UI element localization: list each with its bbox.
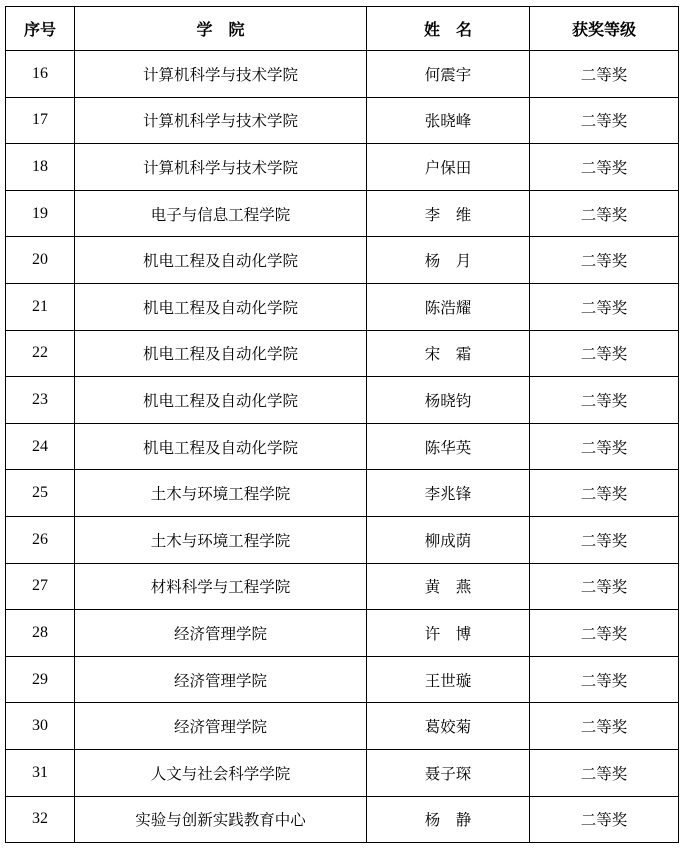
- cell-college: 计算机科学与技术学院: [75, 51, 367, 98]
- cell-name: 许 博: [367, 610, 530, 657]
- cell-college: 材料科学与工程学院: [75, 563, 367, 610]
- cell-name: 杨 月: [367, 237, 530, 284]
- cell-name: 李兆锋: [367, 470, 530, 517]
- table-row: [6, 470, 679, 517]
- cell-level: 二等奖: [530, 563, 679, 610]
- cell-name: 杨 静: [367, 796, 530, 843]
- cell-level: 二等奖: [530, 703, 679, 750]
- cell-college: 实验与创新实践教育中心: [75, 796, 367, 843]
- cell-index: 17: [6, 97, 75, 144]
- cell-index: 28: [6, 610, 75, 657]
- cell-index: 23: [6, 377, 75, 424]
- table-row: [6, 51, 679, 98]
- table-row: [6, 330, 679, 377]
- cell-name: 王世璇: [367, 656, 530, 703]
- cell-college: 人文与社会科学学院: [75, 749, 367, 796]
- table-row: [6, 283, 679, 330]
- cell-index: 26: [6, 516, 75, 563]
- cell-college: 经济管理学院: [75, 703, 367, 750]
- cell-index: 29: [6, 656, 75, 703]
- cell-level: 二等奖: [530, 330, 679, 377]
- cell-index: 19: [6, 190, 75, 237]
- award-list-table: [5, 6, 679, 843]
- cell-college: 机电工程及自动化学院: [75, 237, 367, 284]
- cell-index: 31: [6, 749, 75, 796]
- cell-college: 经济管理学院: [75, 656, 367, 703]
- cell-index: 27: [6, 563, 75, 610]
- header-row: [6, 7, 679, 51]
- cell-level: 二等奖: [530, 470, 679, 517]
- cell-level: 二等奖: [530, 796, 679, 843]
- cell-level: 二等奖: [530, 749, 679, 796]
- table-row: [6, 423, 679, 470]
- cell-name: 聂子琛: [367, 749, 530, 796]
- cell-level: 二等奖: [530, 51, 679, 98]
- cell-level: 二等奖: [530, 516, 679, 563]
- table-row: [6, 796, 679, 843]
- cell-college: 计算机科学与技术学院: [75, 144, 367, 191]
- table-row: [6, 610, 679, 657]
- cell-level: 二等奖: [530, 423, 679, 470]
- cell-index: 22: [6, 330, 75, 377]
- cell-name: 何震宇: [367, 51, 530, 98]
- table-header: [6, 7, 679, 51]
- cell-name: 宋 霜: [367, 330, 530, 377]
- table-row: [6, 144, 679, 191]
- cell-level: 二等奖: [530, 237, 679, 284]
- cell-name: 张晓峰: [367, 97, 530, 144]
- table-row: [6, 563, 679, 610]
- cell-index: 16: [6, 51, 75, 98]
- cell-level: 二等奖: [530, 610, 679, 657]
- cell-index: 20: [6, 237, 75, 284]
- cell-level: 二等奖: [530, 656, 679, 703]
- cell-index: 25: [6, 470, 75, 517]
- cell-index: 24: [6, 423, 75, 470]
- cell-name: 葛姣菊: [367, 703, 530, 750]
- table-row: [6, 516, 679, 563]
- cell-college: 机电工程及自动化学院: [75, 330, 367, 377]
- cell-name: 柳成荫: [367, 516, 530, 563]
- cell-index: 32: [6, 796, 75, 843]
- cell-level: 二等奖: [530, 190, 679, 237]
- cell-college: 机电工程及自动化学院: [75, 283, 367, 330]
- cell-level: 二等奖: [530, 283, 679, 330]
- table-row: [6, 656, 679, 703]
- cell-college: 经济管理学院: [75, 610, 367, 657]
- table-row: [6, 237, 679, 284]
- cell-college: 土木与环境工程学院: [75, 516, 367, 563]
- award-list-table-wrapper: [5, 6, 679, 843]
- table-row: [6, 377, 679, 424]
- header-college: 学 院: [75, 7, 367, 51]
- table-row: [6, 97, 679, 144]
- cell-college: 电子与信息工程学院: [75, 190, 367, 237]
- cell-college: 计算机科学与技术学院: [75, 97, 367, 144]
- cell-name: 陈华英: [367, 423, 530, 470]
- cell-college: 机电工程及自动化学院: [75, 377, 367, 424]
- table-row: [6, 703, 679, 750]
- cell-level: 二等奖: [530, 97, 679, 144]
- header-level: 获奖等级: [530, 7, 679, 51]
- cell-index: 30: [6, 703, 75, 750]
- header-name: 姓 名: [367, 7, 530, 51]
- cell-name: 杨晓钧: [367, 377, 530, 424]
- cell-name: 户保田: [367, 144, 530, 191]
- cell-name: 黄 燕: [367, 563, 530, 610]
- header-index: 序号: [6, 7, 75, 51]
- cell-index: 21: [6, 283, 75, 330]
- cell-level: 二等奖: [530, 144, 679, 191]
- table-row: [6, 190, 679, 237]
- cell-college: 土木与环境工程学院: [75, 470, 367, 517]
- table-body: [6, 51, 679, 843]
- cell-name: 陈浩耀: [367, 283, 530, 330]
- cell-level: 二等奖: [530, 377, 679, 424]
- cell-index: 18: [6, 144, 75, 191]
- cell-name: 李 维: [367, 190, 530, 237]
- cell-college: 机电工程及自动化学院: [75, 423, 367, 470]
- table-row: [6, 749, 679, 796]
